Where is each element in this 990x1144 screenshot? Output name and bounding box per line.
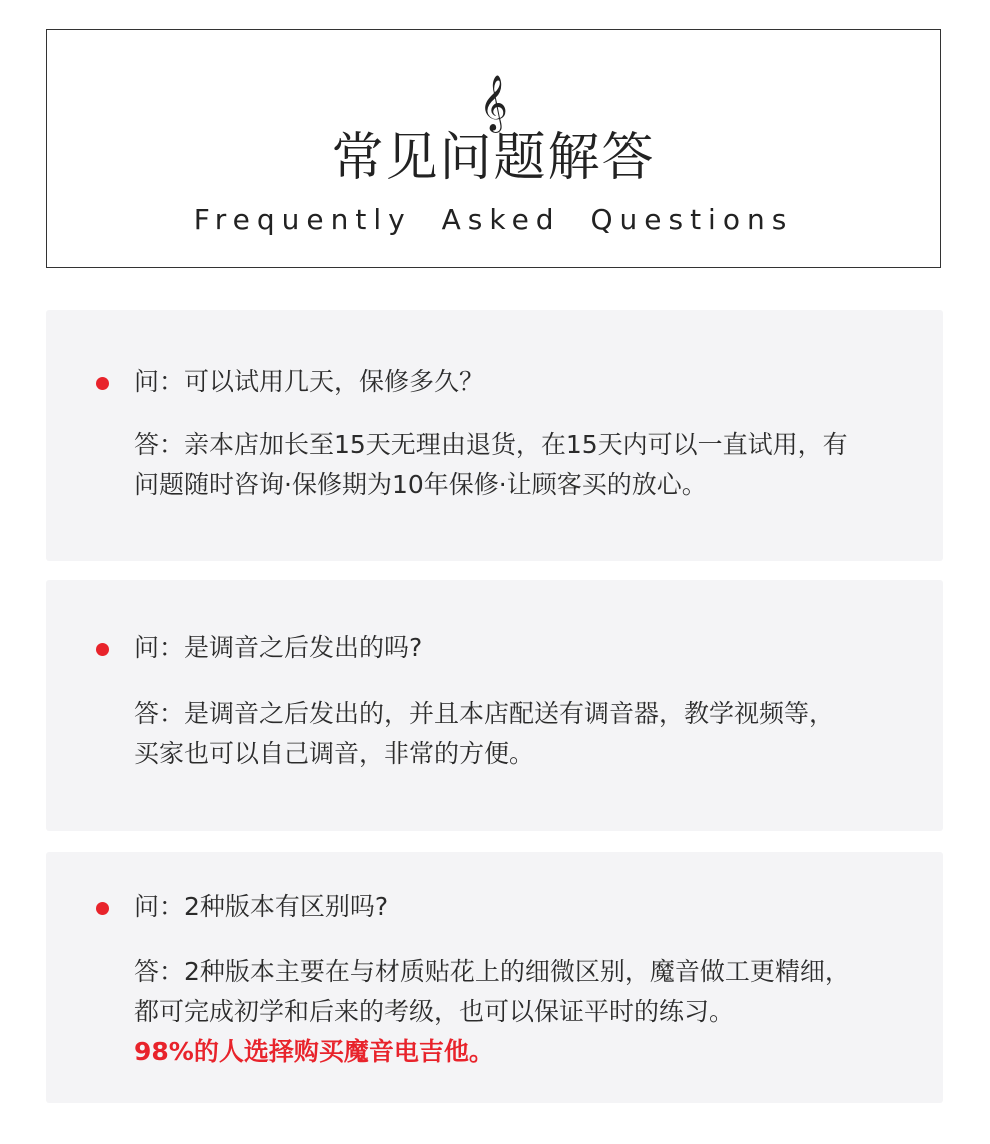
faq-answer-line: 答：是调音之后发出的，并且本店配送有调音器，教学视频等， [134, 699, 835, 728]
red-dot-icon [96, 377, 109, 390]
faq-answer [134, 425, 903, 505]
red-dot-icon [96, 643, 109, 656]
faq-question: 问：是调音之后发出的吗? [134, 633, 423, 662]
faq-answer-line: 问题随时咨询·保修期为10年保修·让顾客买的放心。 [134, 470, 707, 499]
red-dot-icon [96, 902, 109, 915]
faq-answer [134, 952, 903, 1072]
faq-highlight: 98%的人选择购买魔音电吉他。 [134, 1037, 494, 1066]
page-title: 常见问题解答 [331, 128, 656, 188]
faq-answer-line: 都可完成初学和后来的考级，也可以保证平时的练习。 [134, 997, 735, 1026]
faq-answer [134, 694, 903, 774]
faq-answer-line: 答：亲本店加长至15天无理由退货，在15天内可以一直试用，有 [134, 430, 848, 459]
faq-question: 问：2种版本有区别吗? [134, 892, 389, 921]
treble-clef-icon: 𝄞 [479, 75, 508, 131]
faq-item [46, 580, 943, 831]
page-subtitle: Frequently Asked Questions [193, 203, 794, 236]
faq-answer-line: 答：2种版本主要在与材质贴花上的细微区别，魔音做工更精细， [134, 957, 850, 986]
faq-header [46, 29, 941, 268]
faq-question: 问：可以试用几天，保修多久？ [134, 367, 485, 396]
faq-item [46, 310, 943, 561]
faq-item [46, 852, 943, 1103]
faq-answer-line: 买家也可以自己调音，非常的方便。 [134, 739, 535, 768]
